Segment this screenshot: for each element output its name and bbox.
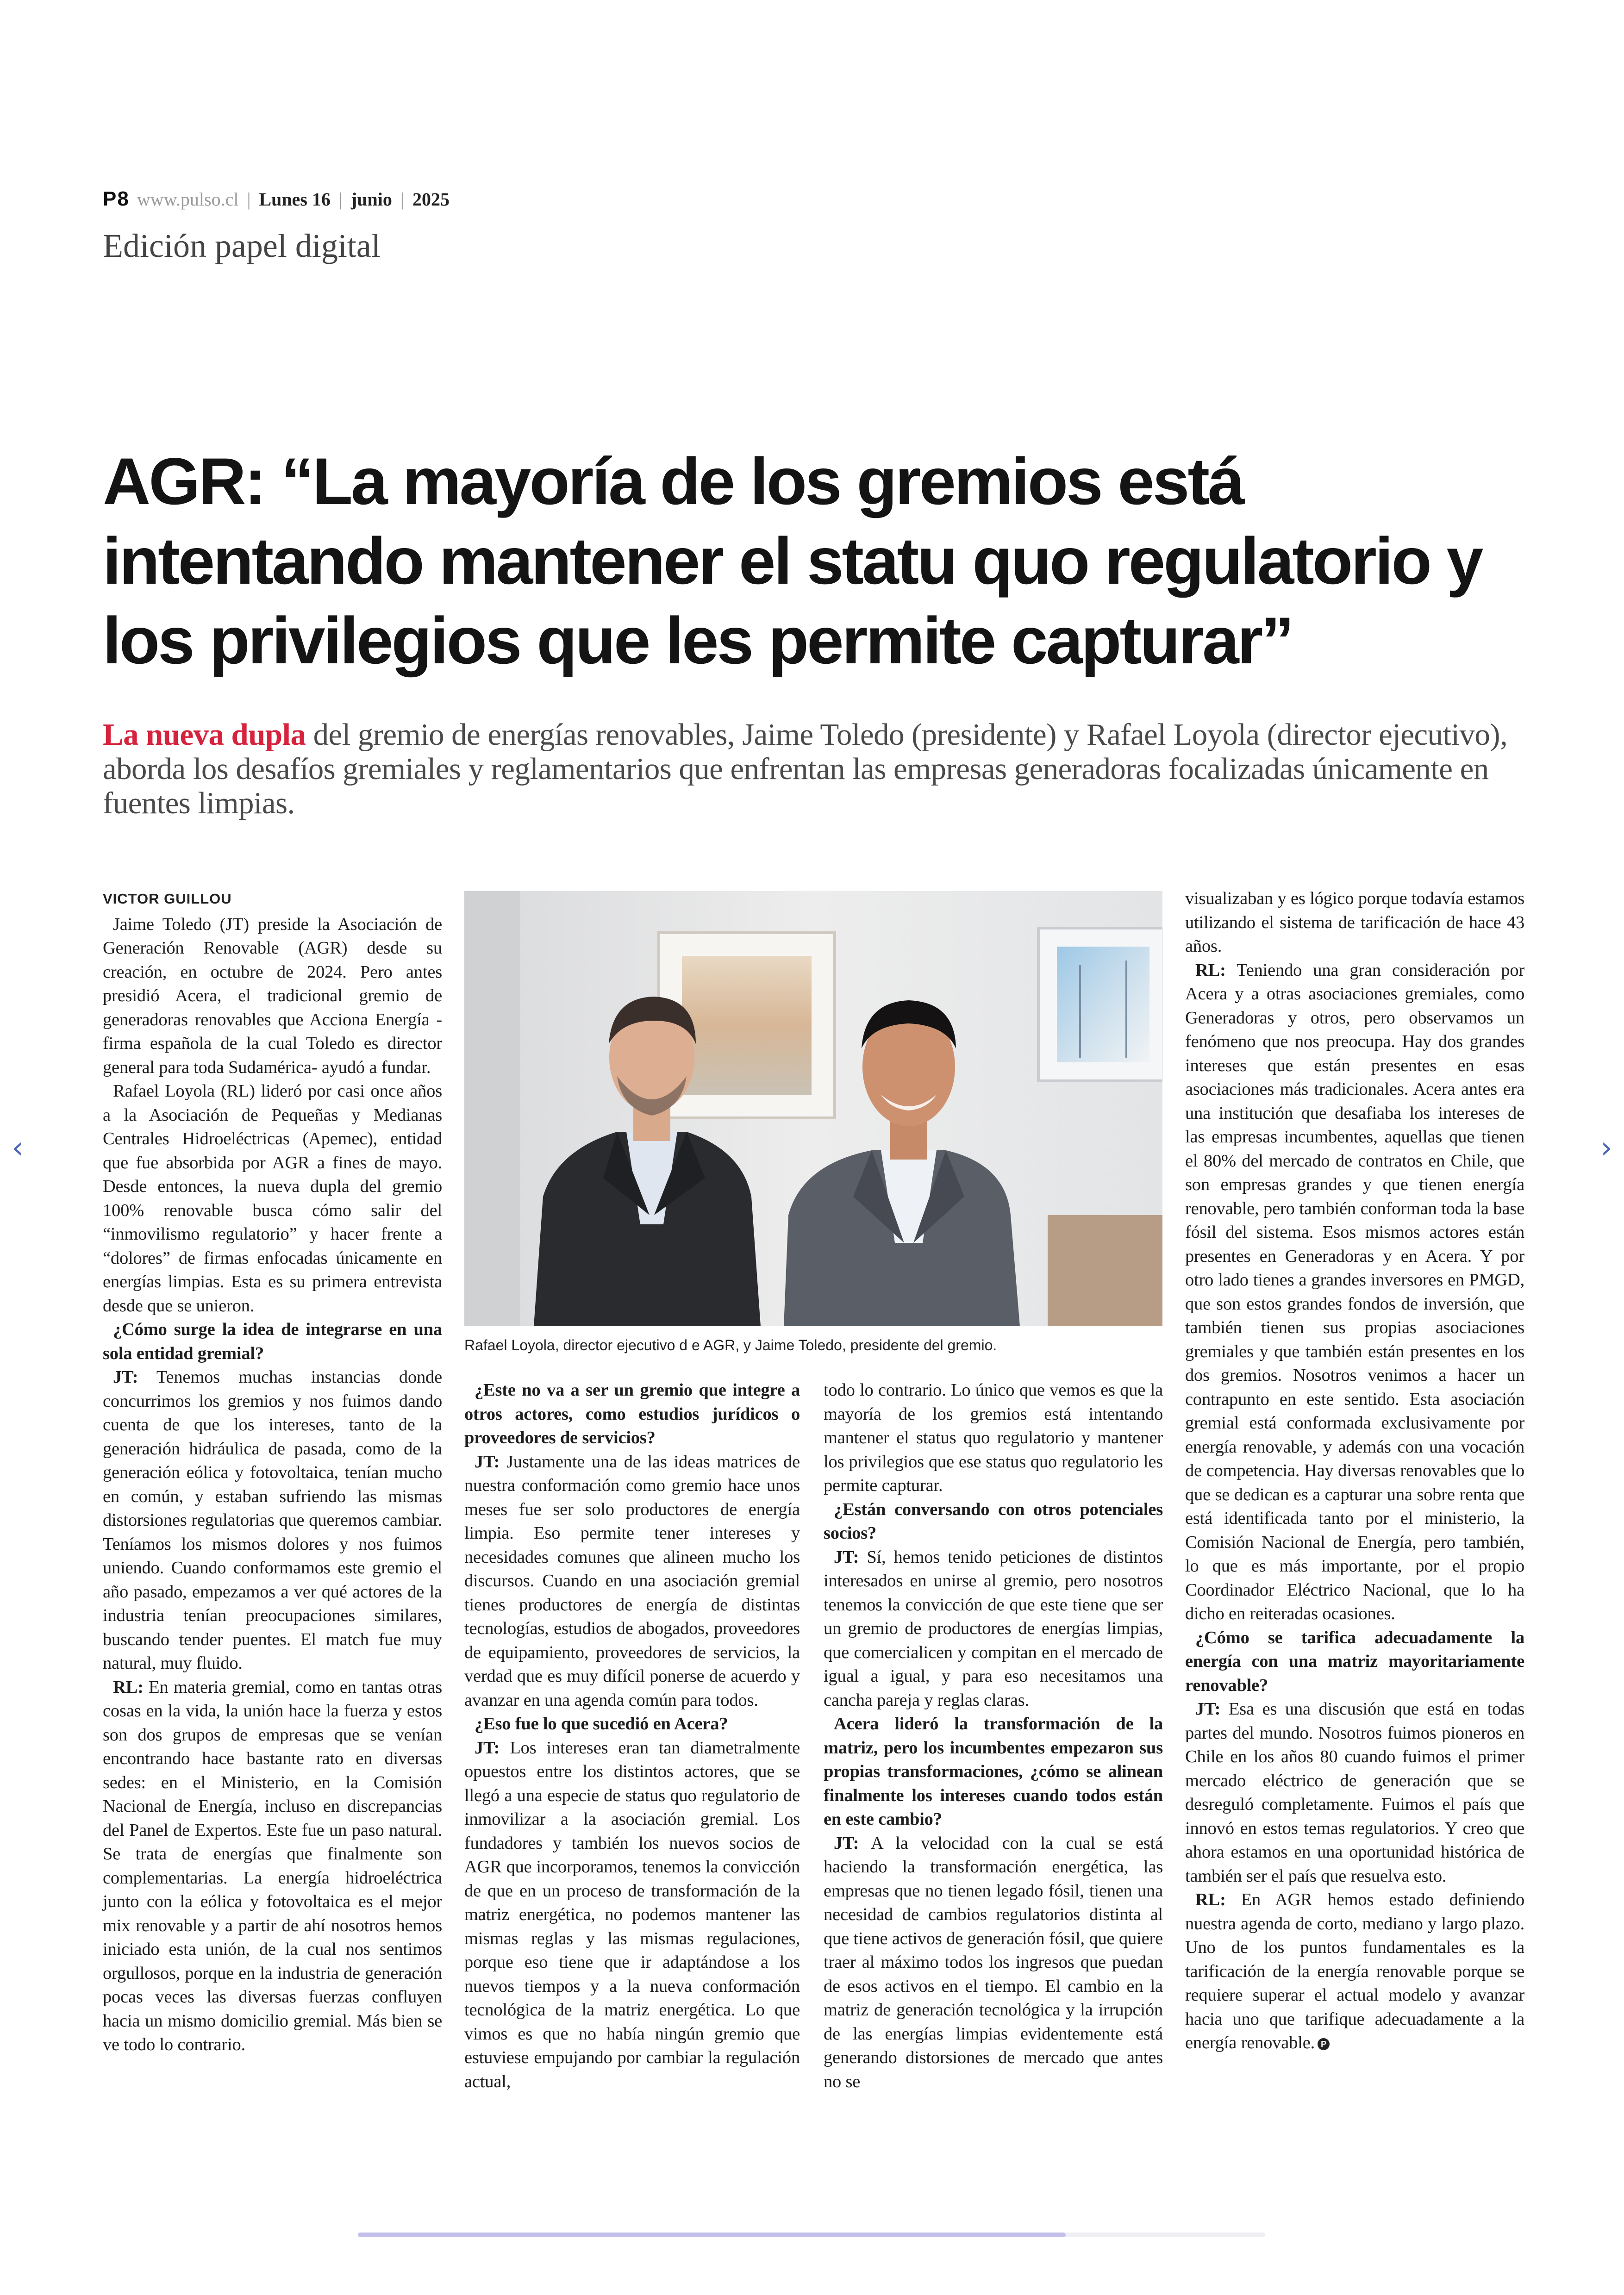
- speaker-label: RL:: [1195, 960, 1226, 980]
- answer: RL: En materia gremial, como en tantas otras cosas en la vida, la unión hace la fuerza y estos son dos grupos de empresas que se venían encontrando hace bastante rato en diversas sedes: en el Ministerio, en la Comisión Nacional de Energía, incluso en discrepancias del Panel de Expertos. Este fue un paso natural. Se trata de energías que finalmente son complementarias. La energía hidroeléctrica junto con la eólica y fotovoltaica es el mejor mix renovable y a partir de ahí nosotros hemos iniciado esta unión, de la cual nos sentimos orgullosos, porque en la industria de generación pocas veces las diversas fuerzas confluyen hacia un mismo domicilio gremial. Más bien se ve todo lo contrario.: [103, 1677, 442, 2054]
- paragraph: Jaime Toledo (JT) preside la Asociación de Generación Renovable (AGR) desde su creación, en octubre de 2024. Pero antes presidió Acera, el tradicional gremio de generadoras renovables que Acciona Energía -firma española de la cual Toledo es director general para toda Sudamérica- ayudó a fundar.: [103, 914, 442, 1077]
- speaker-label: JT:: [834, 1833, 859, 1853]
- answer: JT: Sí, hemos tenido peticiones de distintos interesados en unirse al gremio, pero nosotros tenemos la convicción de que este tiene que ser un gremio de productores de energías limpias, que comercialicen y compitan en el mercado de igual a igual, y para eso necesitamos una cancha pareja y reglas claras.: [824, 1547, 1163, 1710]
- byline: VICTOR GUILLOU: [103, 891, 232, 907]
- speaker-label: JT:: [834, 1547, 859, 1567]
- date-day: Lunes 16: [259, 188, 331, 210]
- site-url: www.pulso.cl: [137, 188, 239, 210]
- date-month: junio: [350, 188, 392, 210]
- paragraph: Rafael Loyola (RL) lideró por casi once años a la Asociación de Pequeñas y Medianas Centrales Hidroeléctricas (Apemec), entidad que fue absorbida por AGR a fines de mayo. Desde entonces, la nueva dupla del gremio 100% renovable busca cómo salir del “inmovilismo regulatorio” y hacer frente a “dolores” de firmas enfocadas únicamente en energías limpias. Esta es su primera entrevista desde que se unieron.: [103, 1081, 442, 1316]
- edition-label: Edición papel digital: [103, 227, 381, 264]
- answer: JT: Tenemos muchas instancias donde concurrimos los gremios y nos fuimos dando cuenta de que los intereses, tanto de la generación hidráulica de pasada, como de la generación eólica y fotovoltaica, tenían mucho en común, y estaban sufriendo las mismas distorsiones regulatorias que queremos cambiar. Teníamos los mismos dolores y nos fuimos uniendo. Cuando conformamos este gremio el año pasado, empezamos a ver qué actores de la industria tenían preocupaciones similares, buscando tender puentes. El match fue muy natural, muy fluido.: [103, 1367, 442, 1673]
- photo-caption: Rafael Loyola, director ejecutivo d e AGR, y Jaime Toledo, presidente del gremio.: [464, 1337, 997, 1353]
- deck: [103, 717, 1533, 820]
- question: ¿Cómo se tarifica adecuadamente la energía con una matriz mayoritariamente renovable?: [1185, 1628, 1524, 1695]
- speaker-label: JT:: [475, 1738, 500, 1758]
- article-column-2: [464, 1378, 800, 2094]
- answer: JT: Los intereses eran tan diametralmente opuestos entre los distintos actores, que se llegó a una especie de status quo regulatorio de inmovilizar a la asociación gremial. Los fundadores y también los nuevos socios de AGR que incorporamos, tenemos la convicción de que en un proceso de transformación de la matriz energética, no podemos mantener las mismas reglas y las mismas regulaciones, porque eso tiene que ir adaptándose a los nuevos tiempos y a la nueva conformación tecnológica de la matriz energética. Lo que vimos es que no había ningún gremio que estuviese empujando por cambiar la regulación actual,: [464, 1738, 800, 2091]
- question: Acera lideró la transformación de la matriz, pero los incumbentes empezaron sus propias transformaciones, ¿cómo se alinean finalmente los intereses cuando todos están en este cambio?: [824, 1714, 1163, 1829]
- deck-text: del gremio de energías renovables, Jaime Toledo (presidente) y Rafael Loyola (director ejecutivo), aborda los desafíos gremiales y reglamentarios que enfrentan las empresas generadoras focalizadas únicamente en fuentes limpias.: [103, 717, 1508, 820]
- article-column-1: [103, 887, 442, 2057]
- answer: JT: A la velocidad con la cual se está haciendo la transformación energética, las empresas que no tienen legado fósil, tienen una necesidad de cambios regulatorios distinta al que tiene activos de generación fósil, que quiere traer al máximo todos los ingresos que puedan de esos activos en el tiempo. El cambio en la matriz de generación tecnológica y la irrupción de las energías limpias evidentemente está generando distorsiones de mercado que antes no se: [824, 1833, 1163, 2091]
- end-mark-icon: P: [1318, 2038, 1330, 2050]
- speaker-label: JT:: [113, 1367, 138, 1387]
- paragraph: visualizaban y es lógico porque todavía estamos utilizando el sistema de tarificación de hace 43 años.: [1185, 889, 1524, 956]
- headline: AGR: “La mayoría de los gremios está intentando mantener el statu quo regulatorio y los privilegios que les permite capturar”: [103, 445, 1482, 678]
- question: ¿Están conversando con otros potenciales socios?: [824, 1499, 1163, 1543]
- page-number: P8: [103, 187, 129, 210]
- reading-progress-bar[interactable]: [358, 2233, 1265, 2237]
- chevron-left-icon[interactable]: ‹: [12, 1131, 24, 1165]
- question: ¿Este no va a ser un gremio que integre a otros actores, como estudios jurídicos o proveedores de servicios?: [464, 1380, 800, 1447]
- photo-illustration: [464, 891, 1162, 1326]
- speaker-label: RL:: [113, 1677, 144, 1697]
- answer: JT: Esa es una discusión que está en todas partes del mundo. Nosotros fuimos pioneros en Chile en los años 80 cuando fuimos el primer mercado eléctrico de generación que se desreguló completamente. Fuimos el país que innovó en estos temas regulatorios. Y creo que ahora estamos en una oportunidad histórica de también ser el país que resuelva esto.: [1185, 1699, 1524, 1886]
- paragraph: todo lo contrario. Lo único que vemos es que la mayoría de los gremios está intentando mantener el status quo regulatorio y mantener los privilegios que ese status quo regulatorio les permite capturar.: [824, 1380, 1163, 1495]
- speaker-label: JT:: [1195, 1699, 1221, 1719]
- article-column-3: [824, 1378, 1163, 2094]
- question: ¿Cómo surge la idea de integrarse en una sola entidad gremial?: [103, 1320, 442, 1363]
- masthead: [103, 185, 450, 213]
- answer: JT: Justamente una de las ideas matrices de nuestra conformación como gremio hace unos meses fue ser solo productores de energía limpia. Eso permite tener intereses y necesidades comunes que alineen mucho los discursos. Cuando en una asociación gremial tienes productores de energía de distintas tecnologías, estudios de abogados, proveedores de equipamiento, proveedores de servicios, la verdad que es muy difícil ponerse de acuerdo y avanzar en una agenda común para todos.: [464, 1452, 800, 1710]
- answer: RL: En AGR hemos estado definiendo nuestra agenda de corto, mediano y largo plazo. Uno de los puntos fundamentales es la tarificación de la energía renovable porque se requiere superar el actual modelo y avanzar hacia uno que tarifique adecuadamente a la energía renovable. P: [1185, 1890, 1524, 2052]
- article-column-4: [1185, 887, 1524, 2055]
- separator: |: [338, 188, 343, 210]
- separator: |: [400, 188, 404, 210]
- separator: |: [247, 188, 251, 210]
- chevron-right-icon[interactable]: ›: [1600, 1131, 1612, 1165]
- speaker-label: JT:: [475, 1452, 500, 1472]
- date-year: 2025: [412, 188, 450, 210]
- speaker-label: RL:: [1195, 1890, 1226, 1909]
- reading-progress-fill: [358, 2233, 1066, 2237]
- answer: RL: Teniendo una gran consideración por Acera y a otras asociaciones gremiales, como Generadoras y otros, pero observamos un fenómeno que nos preocupa. Hay dos grandes intereses que están presentes en esas asociaciones más tradicionales. Acera antes era una institución que desafiaba los intereses de las empresas incumbentes, aquellas que tienen el 80% del mercado de contratos en Chile, que son empresas grandes y que tienen energía renovable, pero también conforman toda la base fósil del sistema. Esos mismos actores están presentes en Generadoras y en Acera. Y por otro lado tienes a grandes inversores en PMGD, que son estos grandes fondos de inversión, que también tienen sus propias asociaciones gremiales y que también están presentes en los dos gremios. Nosotros venimos a hacer un contrapunto en este sentido. Esta asociación gremial está conformada exclusivamente por energía renovable, y además con una vocación de competencia. Hay diversas renovables que lo que se dedican es a capturar una sobre renta que está identificada tanto por el ministerio, la Comisión Nacional de Energía, pero también, lo que es más importante, por el propio Coordinador Eléctrico Nacional, que lo ha dicho en reiteradas ocasiones.: [1185, 960, 1524, 1623]
- deck-lead: La nueva dupla: [103, 717, 306, 752]
- article-photo: [464, 891, 1162, 1326]
- question: ¿Eso fue lo que sucedió en Acera?: [475, 1714, 728, 1734]
